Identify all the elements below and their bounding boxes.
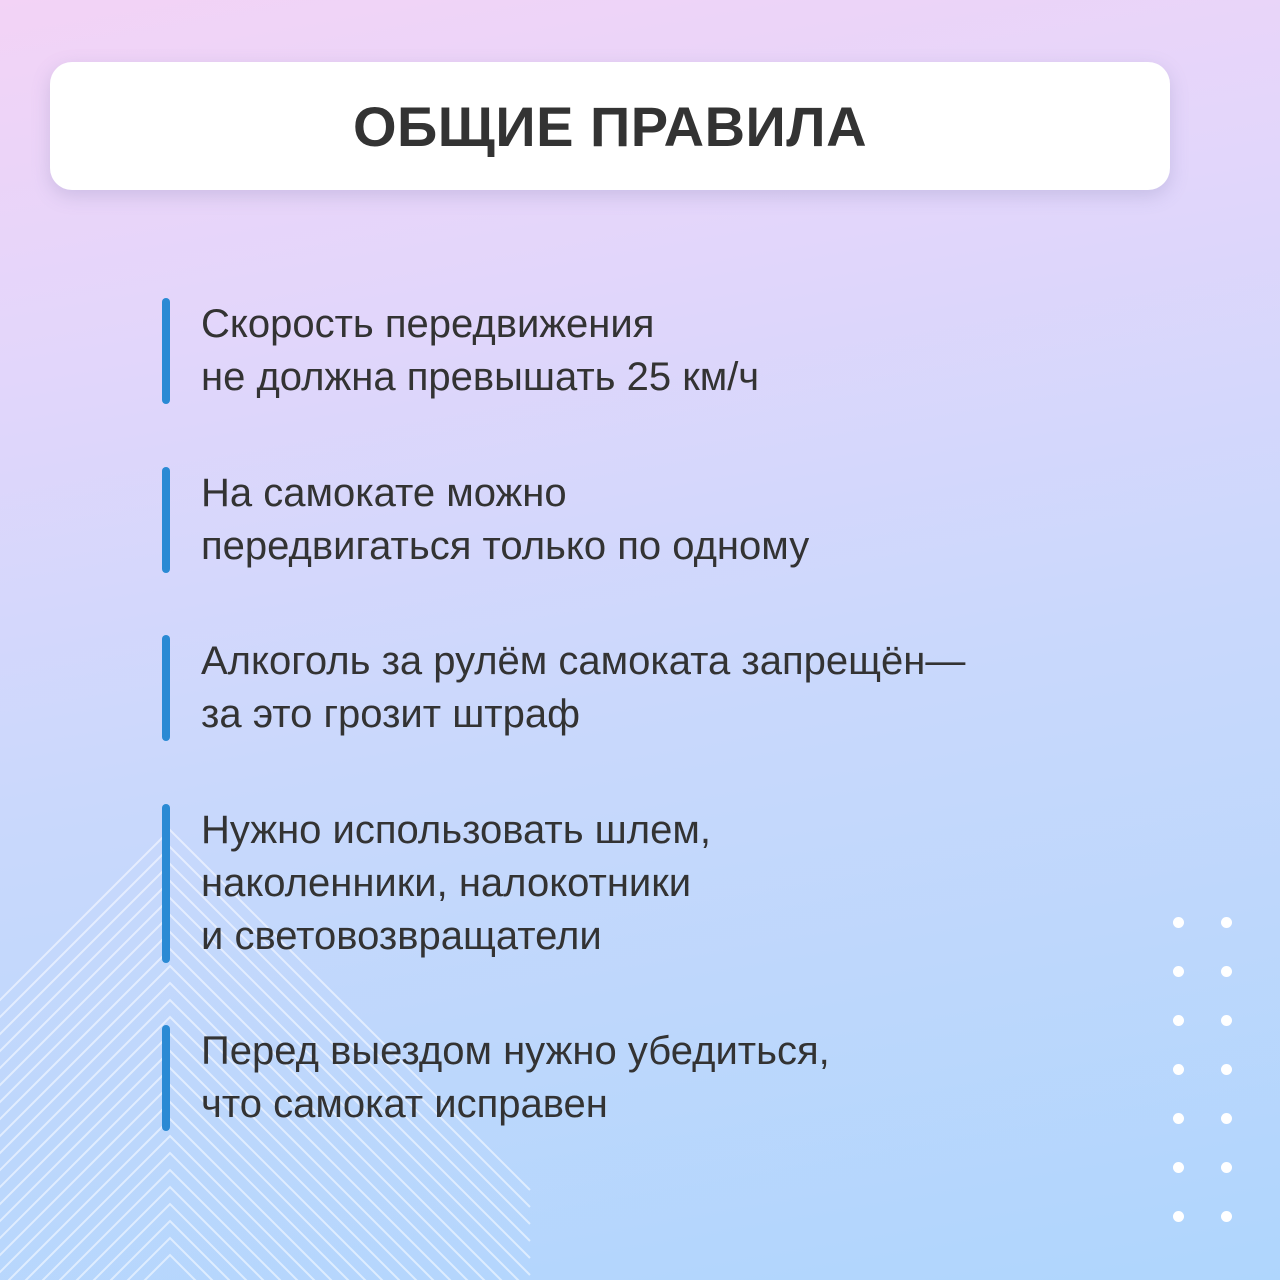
decorative-stripe [0,1187,530,1280]
decorative-stripe [0,1221,530,1280]
rule-text [201,804,1142,963]
decorative-dot [1173,917,1184,928]
decorative-dot [1173,966,1184,977]
rule-line: передвигаться только по одному [201,524,810,568]
decorative-dot [1221,1113,1232,1124]
decorative-stripe [0,1153,530,1280]
rule-line: Перед выездом нужно убедиться, [201,1029,830,1073]
decorative-dot [1221,1064,1232,1075]
decorative-dot [1173,1211,1184,1222]
title-card [50,62,1170,190]
rule-item-protection [162,804,1142,963]
rule-text [201,635,1142,741]
decorative-dot [1173,1015,1184,1026]
rule-line: наколенники, налокотники [201,861,692,905]
decorative-dot [1221,1211,1232,1222]
rule-item-alcohol [162,635,1142,741]
decorative-dot [1173,1162,1184,1173]
rule-line: и световозвращатели [201,914,602,958]
decorative-stripe [0,1119,530,1280]
rule-line: Алкоголь за рулём самоката запрещён— [201,639,966,683]
rule-accent-bar [162,467,170,573]
rule-accent-bar [162,635,170,741]
rule-text [201,1025,1142,1131]
decorative-dot [1173,1113,1184,1124]
decorative-stripe [0,1255,530,1280]
decorative-stripe [0,1238,530,1280]
rule-line: На самокате можно [201,471,567,515]
rule-text [201,467,1142,573]
decorative-stripe [0,1170,530,1280]
rule-item-speed [162,298,1142,404]
decorative-dot [1221,917,1232,928]
page-title: ОБЩИЕ ПРАВИЛА [352,94,868,158]
rule-accent-bar [162,804,170,963]
rule-line: за это грозит штраф [201,692,581,736]
rule-text [201,298,1142,404]
rule-line: Нужно использовать шлем, [201,808,711,852]
rule-line: не должна превышать 25 км/ч [201,355,760,399]
rule-line: что самокат исправен [201,1082,608,1126]
decorative-dot [1221,1015,1232,1026]
rule-accent-bar [162,298,170,404]
rule-line: Скорость передвижения [201,302,655,346]
decorative-dot [1173,1064,1184,1075]
decorative-dot [1221,966,1232,977]
rule-item-single-rider [162,467,1142,573]
decorative-stripe [0,1204,530,1280]
rule-accent-bar [162,1025,170,1131]
decorative-stripe [0,1136,530,1280]
rule-item-check-scooter [162,1025,1142,1131]
decorative-dot [1221,1162,1232,1173]
